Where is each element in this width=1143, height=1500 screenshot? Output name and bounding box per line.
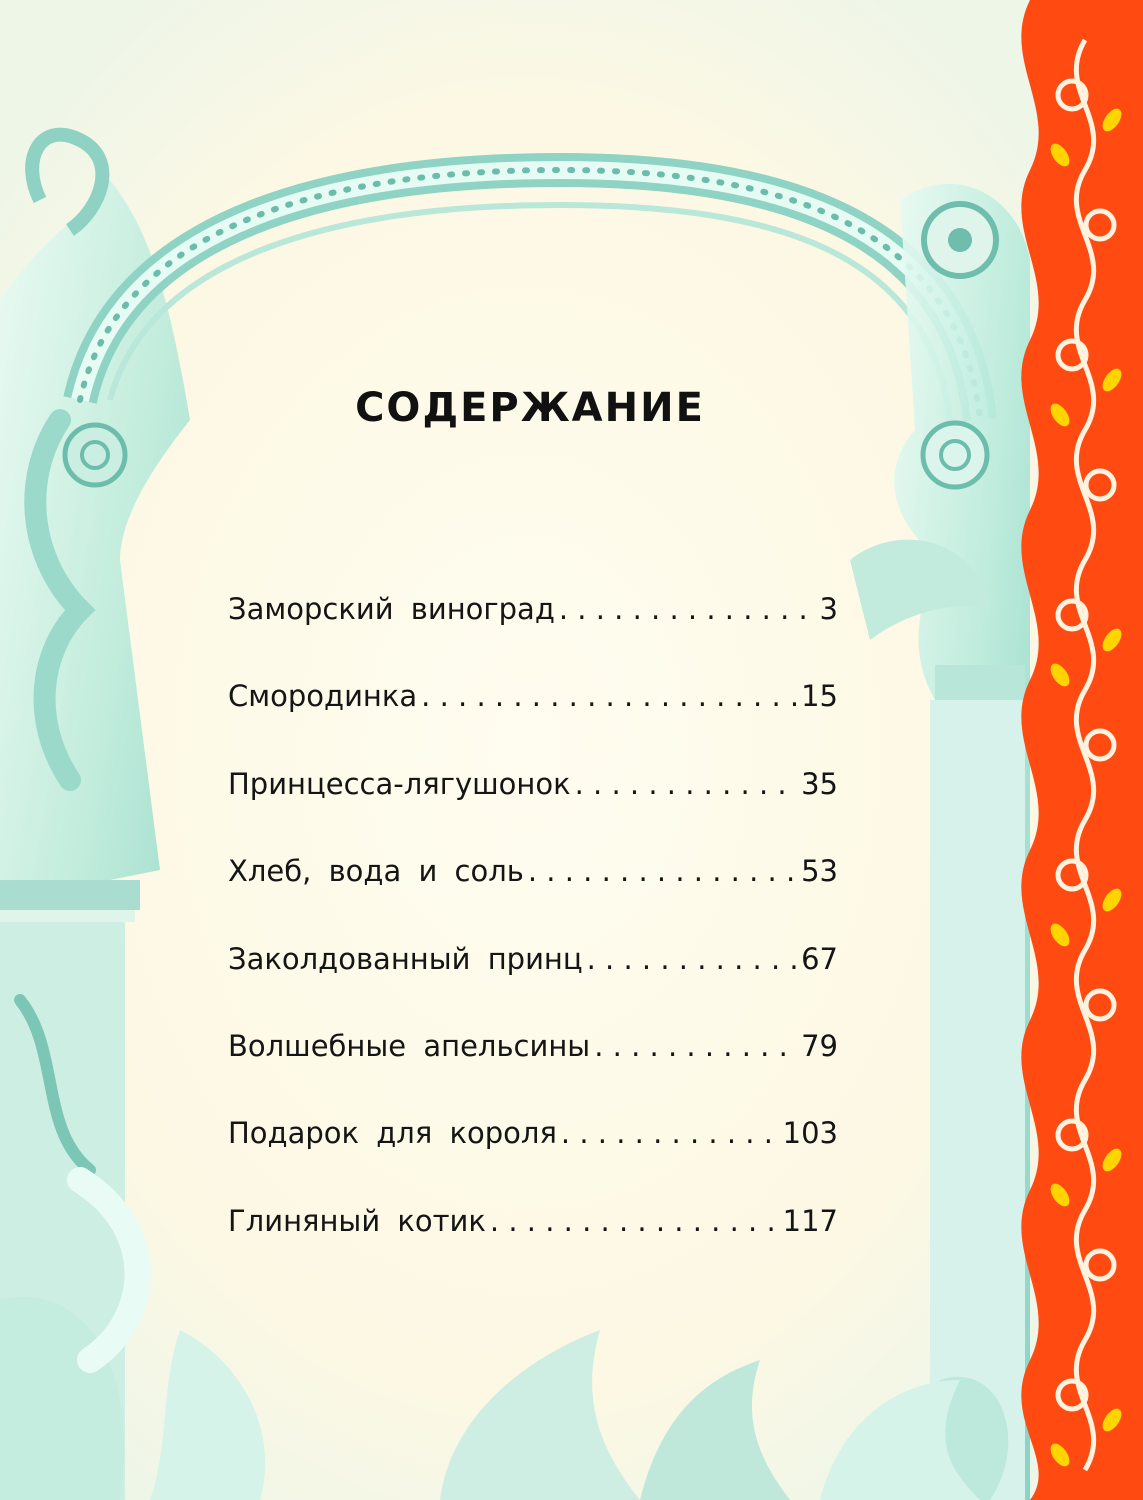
toc-entry	[228, 592, 838, 679]
toc-entry-title: Заколдованный принц	[228, 941, 583, 976]
toc-entry-page: 103	[782, 1116, 838, 1151]
toc-entry-page: 117	[782, 1203, 838, 1238]
toc-entry	[228, 942, 838, 1029]
toc-entry-title: Подарок для короля	[228, 1116, 557, 1151]
toc-leader-dots	[559, 592, 816, 626]
toc-entry-page: 15	[801, 679, 838, 714]
toc-leader-dots	[587, 942, 797, 976]
toc-entry-title: Хлеб, вода и соль	[228, 854, 524, 889]
toc-entry-title: Принцесса-лягушонок	[228, 766, 571, 801]
toc-leader-dots	[490, 1204, 779, 1238]
toc-leader-dots	[594, 1029, 797, 1063]
toc-leader-dots	[528, 854, 797, 888]
toc-entry-page: 67	[801, 941, 838, 976]
toc-entry	[228, 854, 838, 941]
toc-leader-dots	[575, 767, 797, 801]
toc-entry-page: 3	[819, 592, 838, 626]
ornamental-border	[1021, 0, 1143, 1500]
toc-entry	[228, 1116, 838, 1203]
toc-entry-title: Заморский виноград	[228, 592, 555, 626]
toc-entry	[228, 767, 838, 854]
toc-entry-title: Волшебные апельсины	[228, 1028, 591, 1063]
toc-leader-dots	[421, 679, 797, 713]
table-of-contents	[228, 592, 838, 1291]
toc-entry	[228, 1029, 838, 1116]
toc-entry-page: 79	[801, 1028, 838, 1063]
toc-entry-page: 53	[801, 854, 838, 889]
toc-entry	[228, 679, 838, 766]
toc-entry	[228, 1204, 838, 1291]
page-title: СОДЕРЖАНИЕ	[355, 385, 705, 431]
toc-leader-dots	[561, 1116, 779, 1150]
toc-entry-title: Глиняный котик	[228, 1203, 486, 1238]
toc-entry-page: 35	[801, 766, 838, 801]
toc-entry-title: Смородинка	[228, 679, 418, 714]
